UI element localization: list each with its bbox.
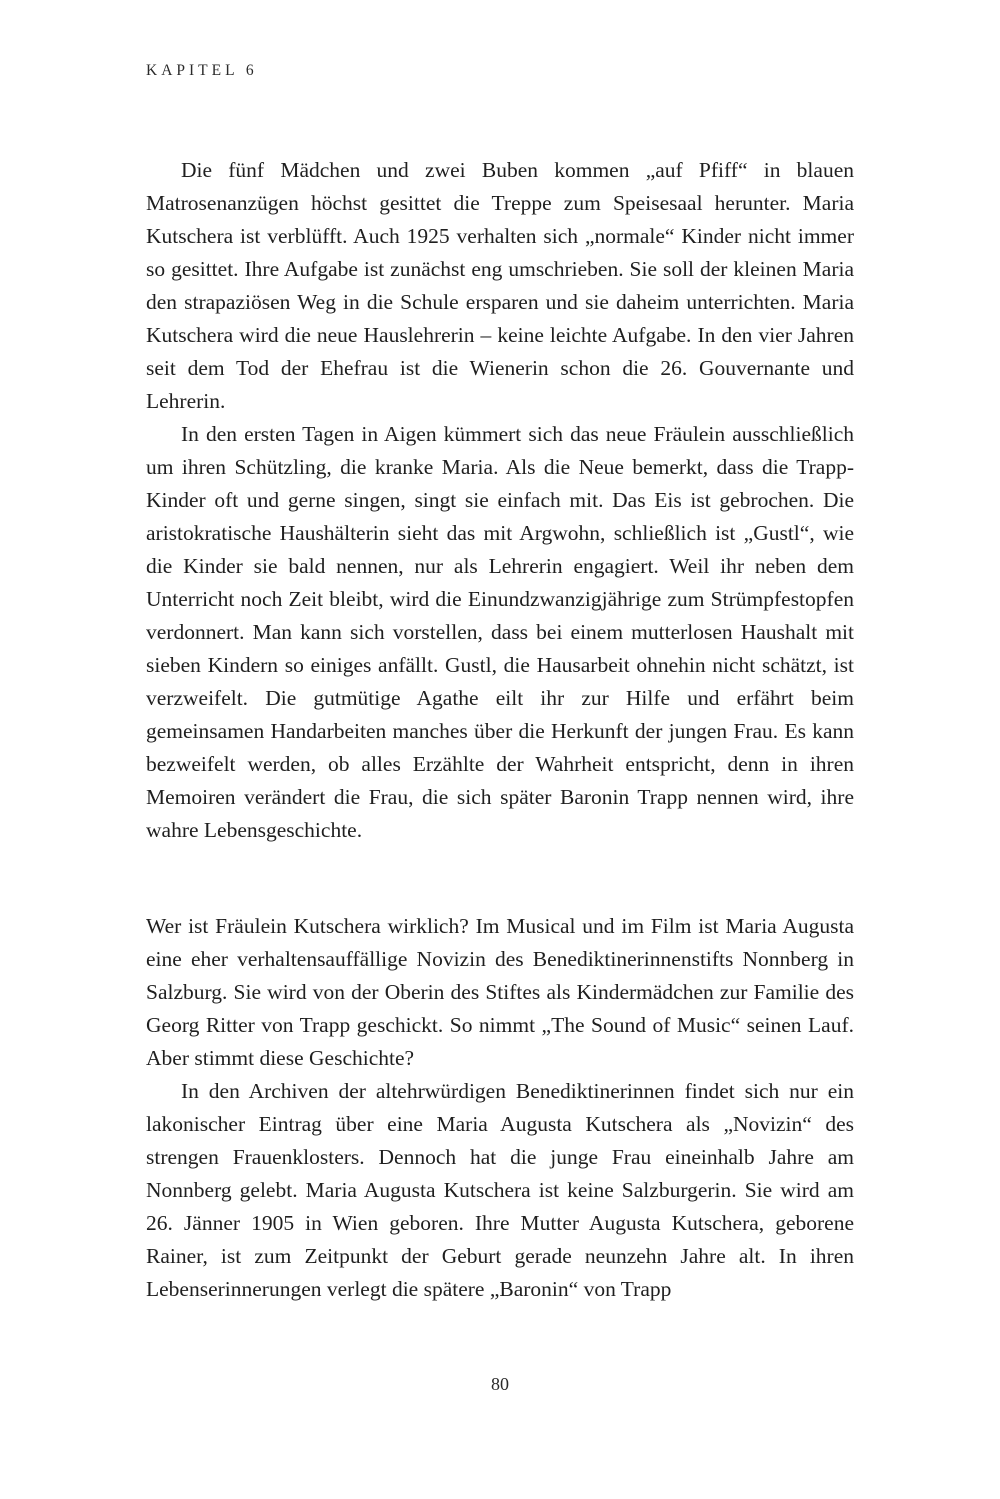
paragraph: In den Archiven der altehrwürdigen Benediktinerinnen findet sich nur ein lakonischer Eintrag über eine Maria Augusta Kutschera als „Novizin“ des strengen Frauenklosters. Dennoch hat die junge Frau eineinhalb Jahre am Nonnberg gelebt. Maria Augusta Kutschera ist keine Salzburgerin. Sie wird am 26. Jänner 1905 in Wien geboren. Ihre Mutter Augusta Kutschera, geborene Rainer, ist zum Zeitpunkt der Geburt gerade neunzehn Jahre alt. In ihren Lebenserinnerungen verlegt die spätere „Baronin“ von Trapp xyxy=(146,1079,854,1301)
text-section-2 xyxy=(146,910,854,1306)
running-head: KAPITEL 6 xyxy=(146,62,258,79)
text-section-1 xyxy=(146,154,854,847)
paragraph: Wer ist Fräulein Kutschera wirklich? Im Musical und im Film ist Maria Augusta eine eher verhaltensauffällige Novizin des Benediktinerinnenstifts Nonnberg in Salzburg. Sie wird von der Oberin des Stiftes als Kindermädchen zur Familie des Georg Ritter von Trapp geschickt. So nimmt „The Sound of Music“ seinen Lauf. Aber stimmt diese Geschichte? xyxy=(146,914,854,1070)
page-number: 80 xyxy=(491,1374,509,1394)
paragraph: Die fünf Mädchen und zwei Buben kommen „auf Pfiff“ in blauen Matrosenanzügen höchst gesittet die Treppe zum Speisesaal herunter. Maria Kutschera ist verblüfft. Auch 1925 verhalten sich „normale“ Kinder nicht immer so gesittet. Ihre Aufgabe ist zunächst eng umschrieben. Sie soll der kleinen Maria den strapaziösen Weg in die Schule ersparen und sie daheim unterrichten. Maria Kutschera wird die neue Hauslehrerin – keine leichte Aufgabe. In den vier Jahren seit dem Tod der Ehefrau ist die Wienerin schon die 26. Gouvernante und Lehrerin. xyxy=(146,158,854,413)
paragraph: In den ersten Tagen in Aigen kümmert sich das neue Fräulein ausschließlich um ihren Schützling, die kranke Maria. Als die Neue bemerkt, dass die Trapp-Kinder oft und gerne singen, singt sie einfach mit. Das Eis ist gebrochen. Die aristokratische Haushälterin sieht das mit Argwohn, schließlich ist „Gustl“, wie die Kinder sie bald nennen, nur als Lehrerin engagiert. Weil ihr neben dem Unterricht noch Zeit bleibt, wird die Einundzwanzigjährige zum Strümpfestopfen verdonnert. Man kann sich vorstellen, dass bei einem mutterlosen Haushalt mit sieben Kindern so einiges anfällt. Gustl, die Hausarbeit ohnehin nicht schätzt, ist verzweifelt. Die gutmütige Agathe eilt ihr zur Hilfe und erfährt beim gemeinsamen Handarbeiten manches über die Herkunft der jungen Frau. Es kann bezweifelt werden, ob alles Erzählte der Wahrheit entspricht, denn in ihren Memoiren verändert die Frau, die sich später Baronin Trapp nennen wird, ihre wahre Lebensgeschichte. xyxy=(146,422,854,842)
